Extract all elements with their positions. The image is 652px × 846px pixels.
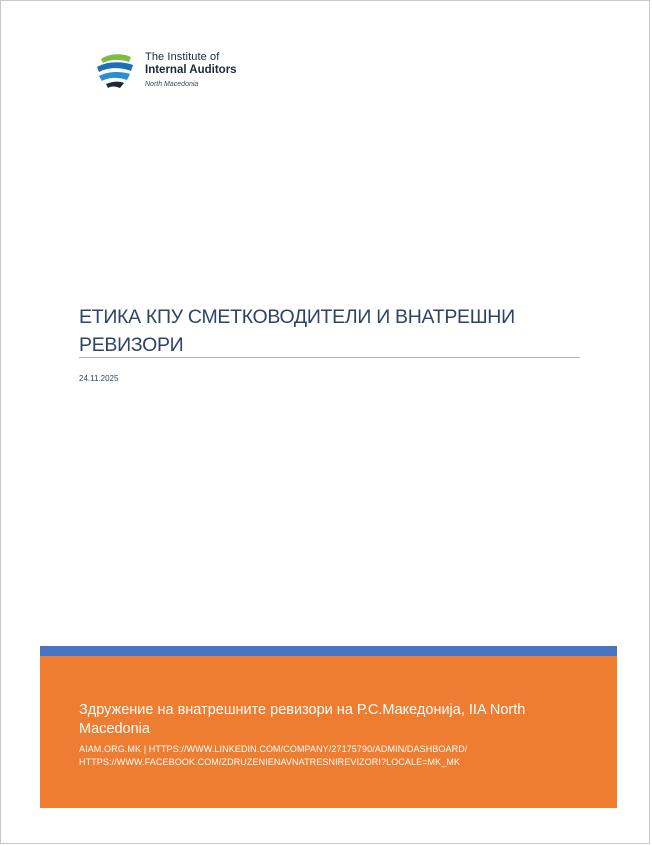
iia-globe-icon	[93, 47, 137, 91]
organization-links: AIAM.ORG.MK | HTTPS://WWW.LINKEDIN.COM/COMPANY/27175790/ADMIN/DASHBOARD/ HTTPS://WWW.FACEBOOK.COM/ZDRUZENIENAVNATRESNIREVIZORI?LOCALE=MK_MK	[79, 744, 468, 767]
title-divider	[79, 357, 580, 358]
document-date: 24.11.2025	[79, 374, 119, 383]
footer-accent-bar	[40, 646, 617, 656]
footer-block	[40, 656, 617, 808]
logo-line-north-macedonia: North Macedonia	[145, 80, 199, 88]
document-title: ЕТИКА КПУ СМЕТКОВОДИТЕЛИ И ВНАТРЕШНИ РЕВИЗОРИ	[79, 306, 515, 356]
logo-line-institute: The Institute of	[145, 51, 220, 63]
organization-name: Здружение на внатрешните ревизори на Р.С.Македонија, IIA North Macedonia	[79, 702, 526, 737]
logo-wordmark	[145, 52, 237, 88]
logo-line-internal-auditors: Internal Auditors	[145, 64, 237, 76]
iia-logo	[93, 47, 263, 93]
